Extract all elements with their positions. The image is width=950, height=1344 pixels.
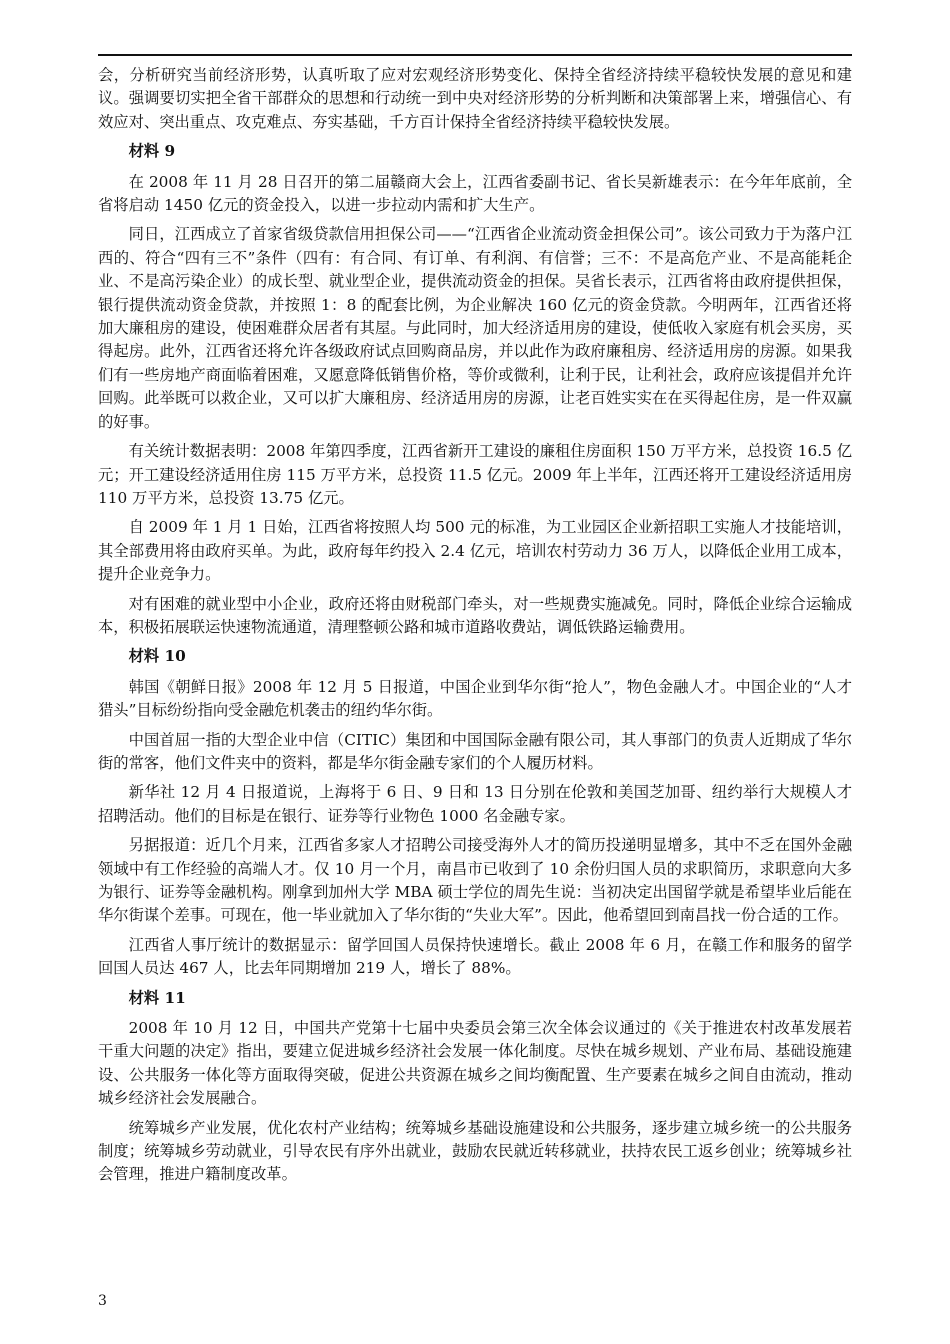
- paragraph: 韩国《朝鲜日报》2008 年 12 月 5 日报道，中国企业到华尔街“抢人”，物色金融人才。中国企业的“人才猎头”目标纷纷指向受金融危机袭击的纽约华尔街。: [98, 677, 852, 720]
- paragraph: 2008 年 10 月 12 日，中国共产党第十七届中央委员会第三次全体会议通过的《关于推进农村改革发展若干重大问题的决定》指出，要建立促进城乡经济社会发展一体化制度。尽快在城乡规划、产业布局、基础设施建设、公共服务一体化等方面取得突破，促进公共资源在城乡之间均衡配置、生产要素在城乡之间自由流动，推动城乡经济社会发展融合。: [98, 1019, 852, 1108]
- paragraph: 江西省人事厅统计的数据显示：留学回国人员保持快速增长。截止 2008 年 6 月，在赣工作和服务的留学回国人员达 467 人，比去年同期增加 219 人，增长了 88%。: [98, 935, 852, 978]
- paragraph: 另据报道：近几个月来，江西省多家人才招聘公司接受海外人才的简历投递明显增多，其中不乏在国外金融领域中有工作经验的高端人才。仅 10 月一个月，南昌市已收到了 10 余份归国人员的求职简历，求职意向大多为银行、证券等金融机构。刚拿到加州大学 MBA 硕士学位的周先生说：当初决定出国留学就是希望毕业后能在华尔街谋个差事。可现在，他一毕业就加入了华尔街的“失业大军”。因此，他希望回到南昌找一份合适的工作。: [98, 836, 852, 925]
- header-rule: [98, 54, 852, 56]
- paragraph: 对有困难的就业型中小企业，政府还将由财税部门牵头，对一些规费实施减免。同时，降低企业综合运输成本，积极拓展联运快速物流通道，清理整顿公路和城市道路收费站，调低铁路运输费用。: [98, 594, 852, 636]
- paragraph: 自 2009 年 1 月 1 日始，江西省将按照人均 500 元的标准，为工业园区企业新招职工实施人才技能培训，其全部费用将由政府买单。为此，政府每年约投入 2.4 亿元，培训农村劳动力 36 万人，以降低企业用工成本，提升企业竞争力。: [98, 518, 852, 584]
- section-heading-material-11: 材料 11: [128, 988, 186, 1007]
- paragraph: 有关统计数据表明：2008 年第四季度，江西省新开工建设的廉租住房面积 150 万平方米，总投资 16.5 亿元；开工建设经济适用住房 115 万平方米，总投资 11.5 亿元。2009 年上半年，江西还将开工建设经济适用房 110 万平方米，总投资 13.75 亿元。: [98, 442, 852, 507]
- paragraph: 中国首屈一指的大型企业中信（CITIC）集团和中国国际金融有限公司，其人事部门的负责人近期成了华尔街的常客，他们文件夹中的资料，都是华尔街金融专家们的个人履历材料。: [98, 730, 852, 772]
- intro-paragraph: 会，分析研究当前经济形势，认真听取了应对宏观经济形势变化、保持全省经济持续平稳较快发展的意见和建议。强调要切实把全省干部群众的思想和行动统一到中央对经济形势的分析判断和决策部署上来，增强信心、有效应对、突出重点、攻克难点、夯实基础，千方百计保持全省经济持续平稳较快发展。: [98, 66, 852, 131]
- paragraph: 同日，江西成立了首家省级贷款信用担保公司——“江西省企业流动资金担保公司”。该公司致力于为落户江西的、符合“四有三不”条件（四有：有合同、有订单、有利润、有信誉；三不：不是高危产业、不是高能耗企业、不是高污染企业）的成长型、就业型企业，提供流动资金的担保。吴省长表示，江西省将由政府提供担保，银行提供流动资金贷款，并按照 1：8 的配套比例，为企业解决 160 亿元的资金贷款。今明两年，江西省还将加大廉租房的建设，使困难群众居者有其屋。与此同时，加大经济适用房的建设，使低收入家庭有机会买房，买得起房。此外，江西省还将允许各级政府试点回购商品房，并以此作为政府廉租房、经济适用房的房源。如果我们有一些房地产商面临着困难，又愿意降低销售价格，等价或微利，让利于民，让利社会，政府应该提倡并允许回购。此举既可以救企业，又可以扩大廉租房、经济适用房的房源，让老百姓实实在在买得起住房，是一件双赢的好事。: [98, 225, 852, 431]
- section-heading-material-10: 材料 10: [128, 647, 186, 666]
- paragraph: 新华社 12 月 4 日报道说，上海将于 6 日、9 日和 13 日分别在伦敦和美国芝加哥、纽约举行大规模人才招聘活动。他们的目标是在银行、证券等行业物色 1000 名金融专家。: [98, 783, 852, 825]
- document-body: [98, 64, 852, 1193]
- section-heading-material-9: 材料 9: [128, 142, 176, 161]
- paragraph: 在 2008 年 11 月 28 日召开的第二届赣商大会上，江西省委副书记、省长吴新雄表示：在今年年底前，全省将启动 1450 亿元的资金投入，以进一步拉动内需和扩大生产。: [98, 172, 852, 215]
- paragraph: 统筹城乡产业发展，优化农村产业结构；统筹城乡基础设施建设和公共服务，逐步建立城乡统一的公共服务制度；统筹城乡劳动就业，引导农民有序外出就业，鼓励农民就近转移就业，扶持农民工返乡创业；统筹城乡社会管理，推进户籍制度改革。: [98, 1118, 852, 1184]
- page-number: 3: [98, 1293, 107, 1309]
